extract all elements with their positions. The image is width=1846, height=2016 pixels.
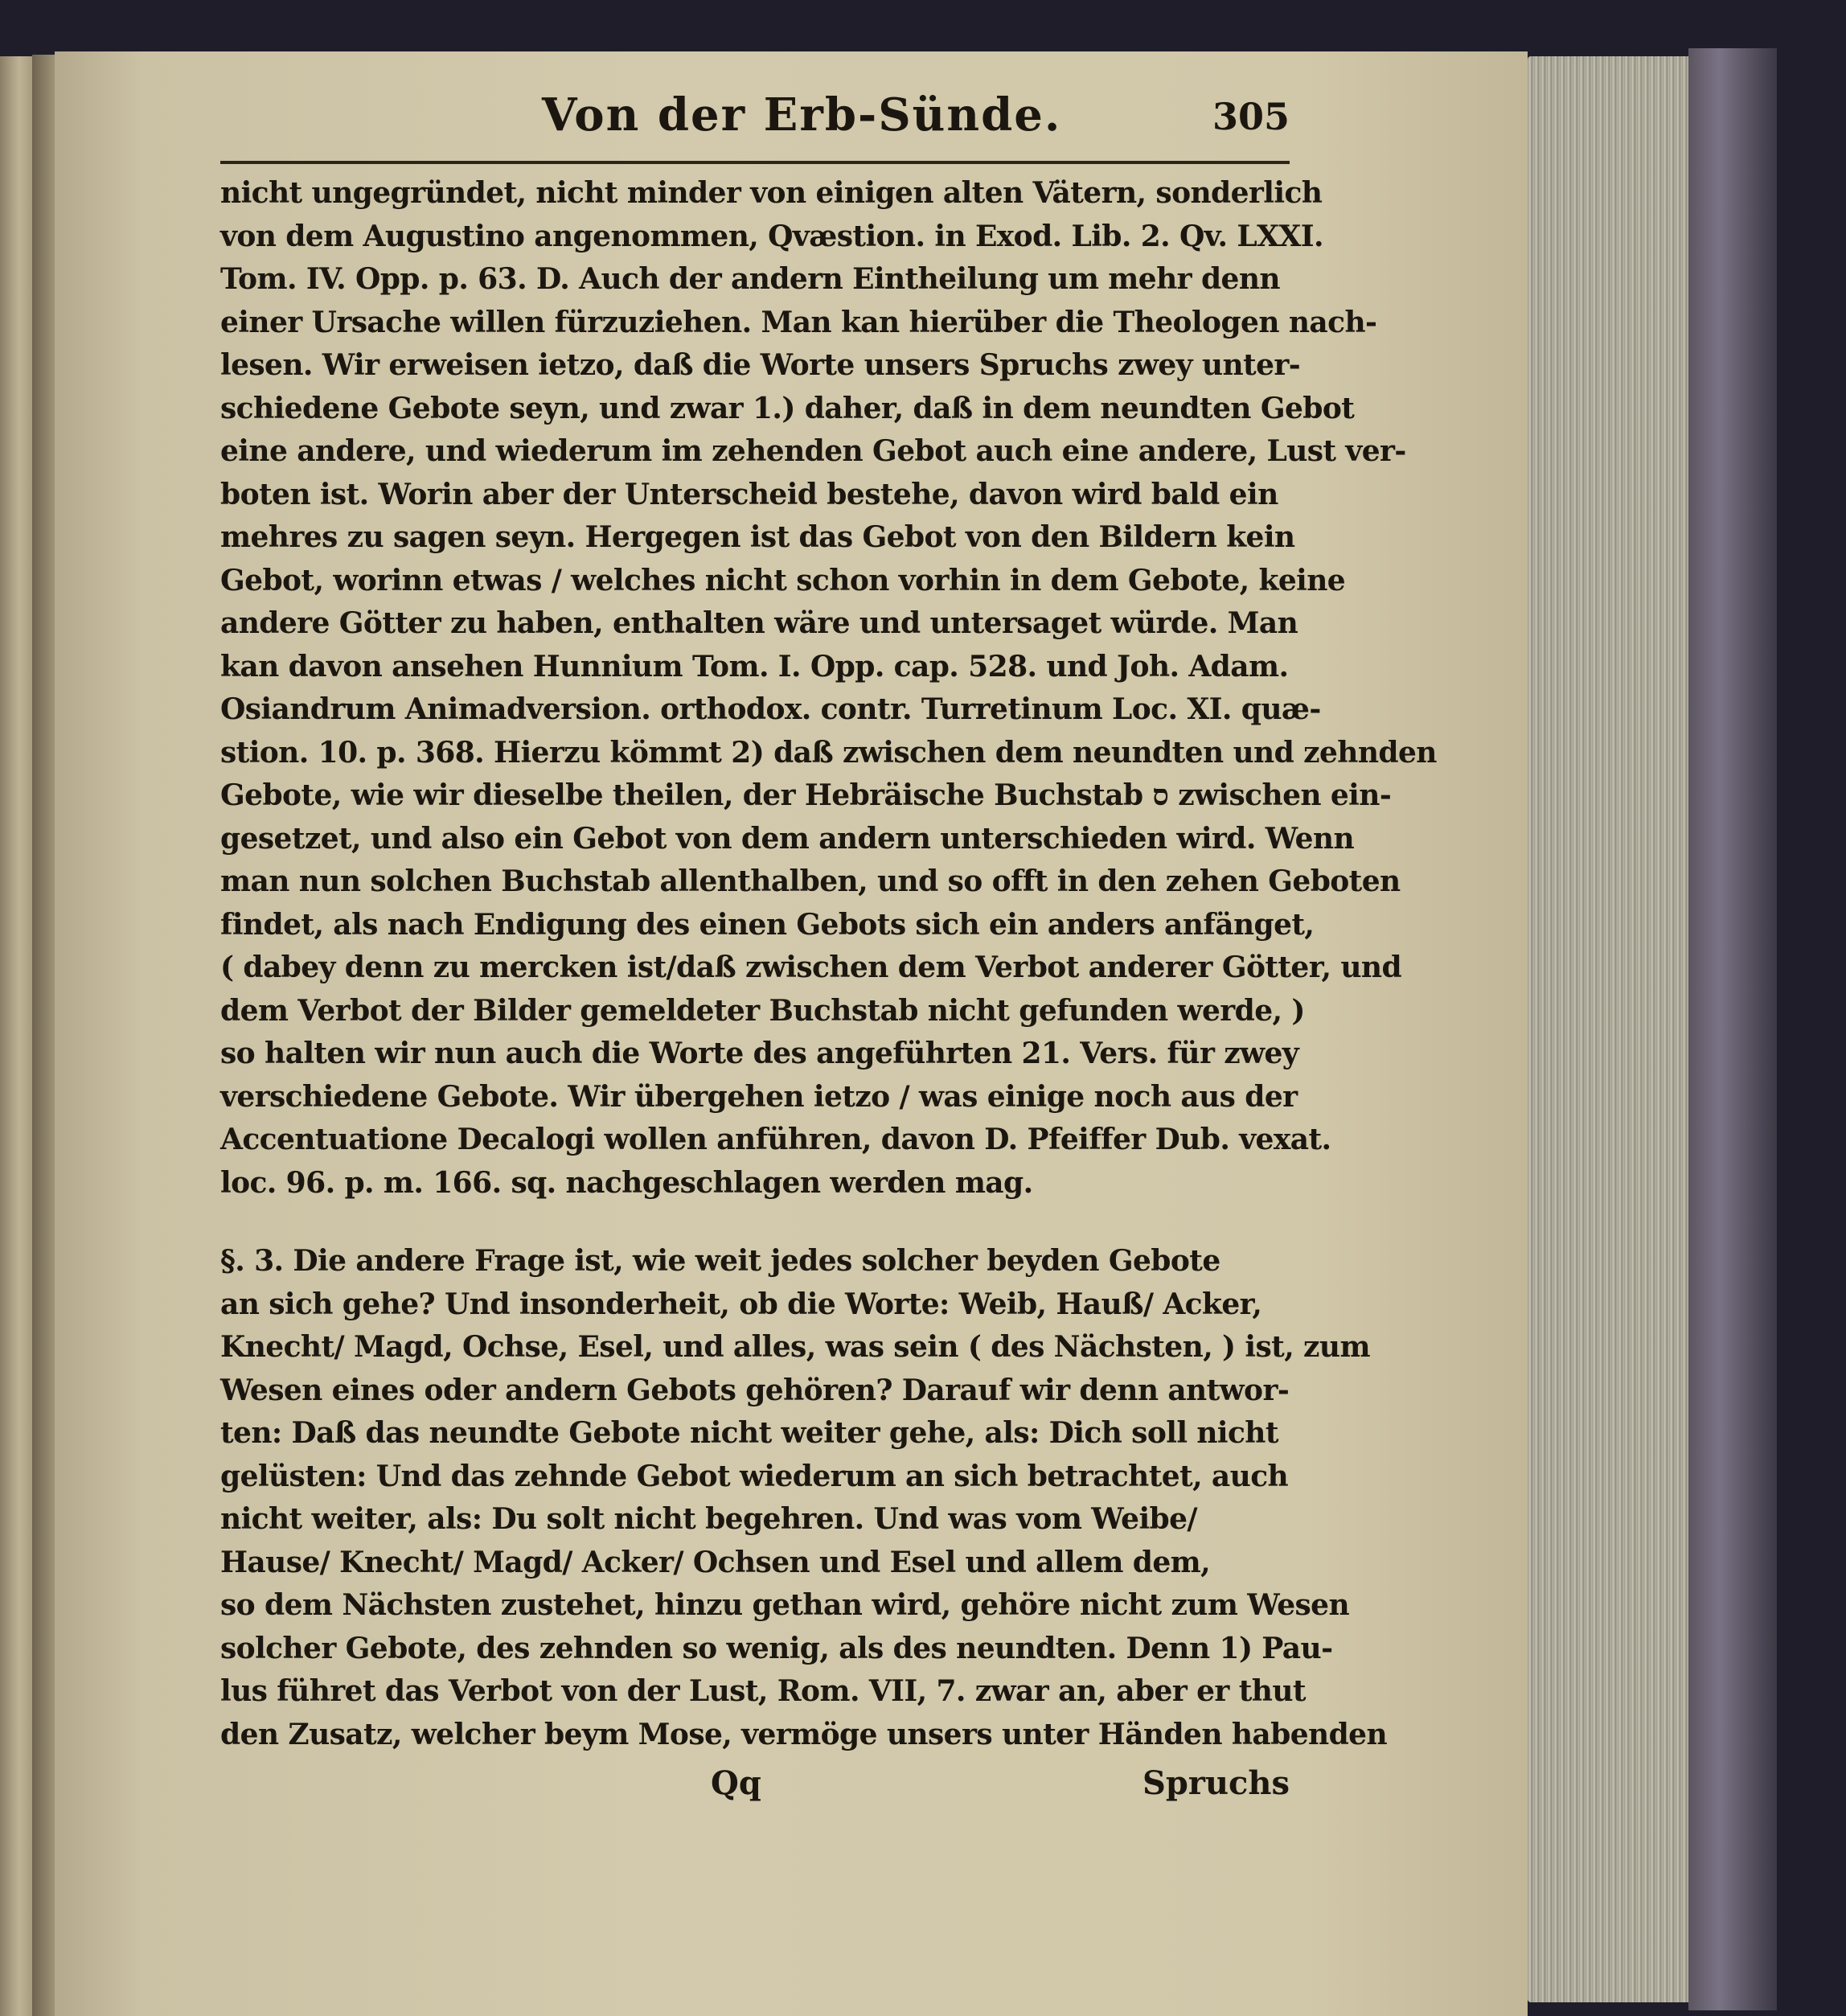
text-line: ten: Daß das neundte Gebote nicht weiter gehe, als: Dich soll nicht bbox=[220, 1416, 1278, 1450]
text-line: Gebot, worinn etwas / welches nicht schon vorhin in dem Gebote, keine bbox=[220, 563, 1346, 597]
catchword: Spruchs bbox=[1142, 1764, 1290, 1802]
text-line: Wesen eines oder andern Gebots gehören? Darauf wir denn antwor- bbox=[220, 1373, 1290, 1407]
running-title: Von der Erb-Sünde. bbox=[542, 88, 1062, 142]
page-footer bbox=[220, 1761, 1290, 1809]
text-line: loc. 96. p. m. 166. sq. nachgeschlagen werden mag. bbox=[220, 1165, 1033, 1200]
running-head bbox=[220, 80, 1290, 164]
text-line: an sich gehe? Und insonderheit, ob die Worte: Weib, Hauß/ Acker, bbox=[220, 1287, 1262, 1321]
book-cover-edge bbox=[1688, 48, 1777, 2010]
text-line: lus führet das Verbot von der Lust, Rom. VII, 7. zwar an, aber er thut bbox=[220, 1674, 1306, 1708]
text-line: Gebote, wie wir dieselbe theilen, der Hebräische Buchstab ס zwischen ein- bbox=[220, 778, 1392, 812]
text-line: von dem Augustino angenommen, Qvæstion. in Exod. Lib. 2. Qv. LXXI. bbox=[220, 219, 1323, 253]
book-gutter bbox=[32, 55, 56, 2016]
text-line: mehres zu sagen seyn. Hergegen ist das Gebot von den Bildern kein bbox=[220, 520, 1295, 554]
text-line: so dem Nächsten zustehet, hinzu gethan wird, gehöre nicht zum Wesen bbox=[220, 1588, 1350, 1622]
text-line: findet, als nach Endigung des einen Gebots sich ein anders anfänget, bbox=[220, 907, 1315, 942]
text-line: einer Ursache willen fürzuziehen. Man kan hierüber die Theologen nach- bbox=[220, 305, 1377, 339]
text-line: verschiedene Gebote. Wir übergehen ietzo / was einige noch aus der bbox=[220, 1079, 1298, 1114]
text-block bbox=[220, 80, 1437, 1809]
text-line: ( dabey denn zu mercken ist/daß zwischen dem Verbot anderer Götter, und bbox=[220, 951, 1402, 984]
text-line: solcher Gebote, des zehnden so wenig, als des neundten. Denn 1) Pau- bbox=[220, 1631, 1333, 1665]
text-line: Accentuatione Decalogi wollen anführen, davon D. Pfeiffer Dub. vexat. bbox=[220, 1123, 1331, 1156]
text-line: den Zusatz, welcher beym Mose, vermöge unsers unter Händen habenden bbox=[220, 1717, 1388, 1751]
body-text bbox=[220, 172, 1437, 1756]
text-line: Hause/ Knecht/ Magd/ Acker/ Ochsen und Esel und allem dem, bbox=[220, 1545, 1211, 1579]
previous-page-edge bbox=[0, 56, 32, 2016]
text-line: schiedene Gebote seyn, und zwar 1.) daher, daß in dem neundten Gebot bbox=[220, 391, 1355, 425]
text-line: Osiandrum Animadversion. orthodox. contr. Turretinum Loc. XI. quæ- bbox=[220, 692, 1321, 726]
text-line: man nun solchen Buchstab allenthalben, und so offt in den zehen Geboten bbox=[220, 864, 1401, 898]
signature-mark: Qq bbox=[711, 1764, 761, 1802]
text-line: andere Götter zu haben, enthalten wäre und untersaget würde. Man bbox=[220, 606, 1298, 640]
text-line: so halten wir nun auch die Worte des angeführten 21. Vers. für zwey bbox=[220, 1037, 1299, 1070]
page-number: 305 bbox=[1212, 95, 1290, 138]
text-line: eine andere, und wiederum im zehenden Gebot auch eine andere, Lust ver- bbox=[220, 434, 1406, 468]
paragraph-1 bbox=[220, 172, 1437, 1205]
text-line: dem Verbot der Bilder gemeldeter Buchstab nicht gefunden werde, ) bbox=[220, 993, 1305, 1028]
text-line: §. 3. Die andere Frage ist, wie weit jedes solcher beyden Gebote bbox=[220, 1244, 1220, 1278]
paragraph-2 bbox=[220, 1240, 1388, 1756]
text-line: nicht ungegründet, nicht minder von einigen alten Vätern, sonderlich bbox=[220, 176, 1323, 210]
paragraph-gap bbox=[220, 1205, 1290, 1240]
text-line: nicht weiter, als: Du solt nicht begehren. Und was vom Weibe/ bbox=[220, 1502, 1197, 1536]
text-line: gelüsten: Und das zehnde Gebot wiederum an sich betrachtet, auch bbox=[220, 1459, 1289, 1493]
text-line: Tom. IV. Opp. p. 63. D. Auch der andern Eintheilung um mehr denn bbox=[220, 262, 1280, 296]
text-line: boten ist. Worin aber der Unterscheid bestehe, davon wird bald ein bbox=[220, 477, 1278, 511]
page-block-edge bbox=[1528, 56, 1692, 2002]
text-line: Knecht/ Magd, Ochse, Esel, und alles, was sein ( des Nächsten, ) ist, zum bbox=[220, 1330, 1370, 1364]
text-line: kan davon ansehen Hunnium Tom. I. Opp. cap. 528. und Joh. Adam. bbox=[220, 649, 1289, 684]
text-line: stion. 10. p. 368. Hierzu kömmt 2) daß zwischen dem neundten und zehnden bbox=[220, 735, 1437, 770]
text-line: gesetzet, und also ein Gebot von dem andern unterschieden wird. Wenn bbox=[220, 821, 1355, 856]
text-line: lesen. Wir erweisen ietzo, daß die Worte unsers Spruchs zwey unter- bbox=[220, 348, 1301, 382]
